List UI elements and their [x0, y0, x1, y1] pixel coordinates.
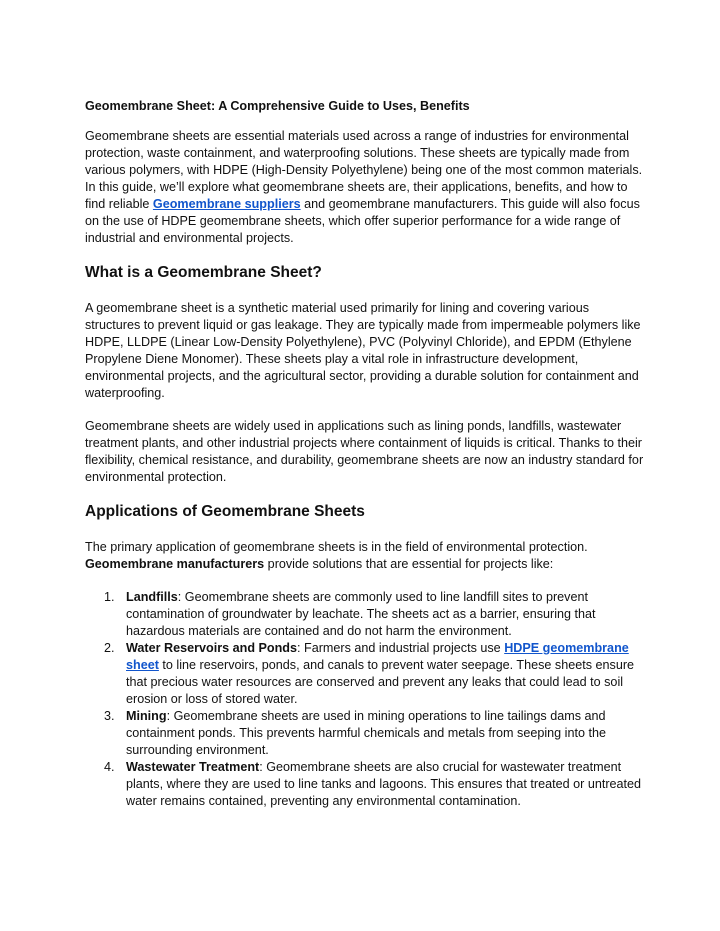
applications-intro-after: provide solutions that are essential for projects like:	[264, 557, 554, 571]
applications-intro	[85, 539, 645, 573]
geomembrane-suppliers-link[interactable]: Geomembrane suppliers	[152, 197, 301, 211]
document-title: Geomembrane Sheet: A Comprehensive Guide to Uses, Benefits	[85, 99, 470, 113]
document-body	[85, 98, 645, 810]
intro-paragraph	[85, 128, 645, 247]
hdpe-geomembrane-sheet-link[interactable]: HDPE geomembrane sheet	[126, 641, 629, 672]
list-item-text: : Farmers and industrial projects use	[297, 641, 505, 655]
list-number: 2.	[104, 641, 115, 655]
list-item-title: Wastewater Treatment	[126, 760, 260, 774]
section-heading-what: What is a Geomembrane Sheet?	[85, 264, 322, 281]
list-item-water-reservoirs	[85, 640, 645, 708]
list-item-text: : Geomembrane sheets are also crucial for wastewater treatment plants, where they are used to line tanks and lagoons. This ensures that treated or untreated water remains contained, preventing any environmental contamination.	[126, 760, 642, 808]
list-item-landfills	[85, 589, 645, 640]
list-item-title: Mining	[126, 709, 167, 723]
list-item-mining	[85, 708, 645, 759]
list-item-text-after: to line reservoirs, ponds, and canals to prevent water seepage. These sheets ensure that precious water resources are conserved and prevent any leaks that could lead to soil erosion or loss of stored water.	[126, 658, 635, 706]
list-number: 3.	[104, 709, 115, 723]
list-number: 4.	[104, 760, 115, 774]
list-number: 1.	[104, 590, 115, 604]
what-paragraph-1: A geomembrane sheet is a synthetic material used primarily for lining and covering various structures to prevent liquid or gas leakage. They are typically made from impermeable polymers like HDPE, LLDPE (Linear Low-Density Polyethylene), PVC (Polyvinyl Chloride), and EPDM (Ethylene Propylene Diene Monomer). These sheets play a vital role in infrastructure development, environmental projects, and the agricultural sector, providing a durable solution for containment and waterproofing.	[85, 301, 641, 400]
list-item-text: : Geomembrane sheets are used in mining operations to line tailings dams and containment ponds. This prevents harmful chemicals and metals from seeping into the surrounding environment.	[126, 709, 606, 757]
list-item-wastewater	[85, 759, 645, 810]
list-item-title: Water Reservoirs and Ponds	[126, 641, 297, 655]
applications-list	[85, 589, 645, 810]
applications-intro-bold: Geomembrane manufacturers	[85, 557, 265, 571]
section-heading-applications: Applications of Geomembrane Sheets	[85, 503, 365, 520]
what-paragraph-2: Geomembrane sheets are widely used in applications such as lining ponds, landfills, wastewater treatment plants, and other industrial projects where containment of liquids is critical. Thanks to their flexibility, chemical resistance, and durability, geomembrane sheets are now an industry standard for environmental protection.	[85, 419, 644, 484]
list-item-text: : Geomembrane sheets are commonly used to line landfill sites to prevent contamination of groundwater by leachate. The sheets act as a barrier, ensuring that hazardous materials are contained and do not harm the environment.	[126, 590, 596, 638]
applications-intro-text: The primary application of geomembrane sheets is in the field of environmental protection.	[85, 540, 588, 554]
list-item-title: Landfills	[126, 590, 178, 604]
intro-text: Geomembrane sheets are essential materials used across a range of industries for environmental protection, waste containment, and waterproofing solutions. These sheets are typically made from various polymers, with HDPE (High-Density Polyethylene) being one of the most common materials. In this guide, we’ll explore what geomembrane sheets are, their applications, benefits, and how to find reliable	[85, 129, 643, 211]
intro-text-after: and geomembrane manufacturers. This guide will also focus on the use of HDPE geomembrane sheets, which offer superior performance for a wide range of industrial and environmental projects.	[85, 197, 640, 245]
